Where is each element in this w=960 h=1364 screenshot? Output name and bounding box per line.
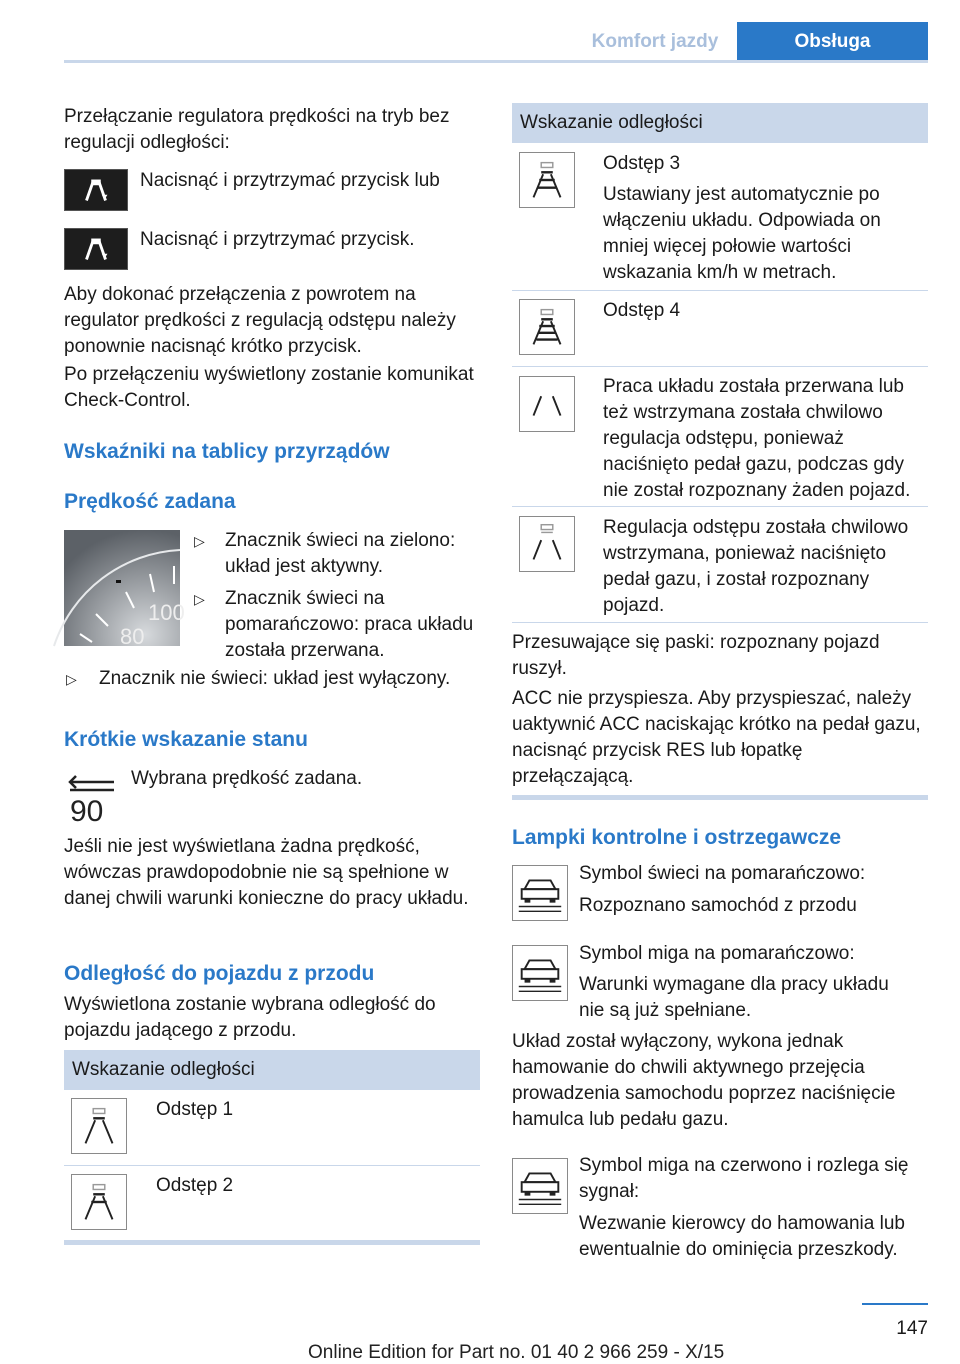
lamp-orange-steady-title: Symbol świeci na pomarańczowo: [579,863,866,884]
distance-table-header-cont: Wskazanie odległości [512,103,928,143]
table-divider [512,366,928,367]
header-tab-operation[interactable]: Obsługa [737,22,928,62]
car-ahead-icon [512,865,568,921]
interrupted-text: Praca układu została przerwana lub też wstrzymana została chwilowo regulacja odstępu, ponieważ naciśnięto pedał gazu, podczas gdy nie został rozpoznany żaden pojazd. [603,376,911,501]
heading-lamps: Lampki kontrolne i ostrzegawcze [512,826,842,849]
gauge-100-label: 100 [148,600,185,625]
bullet-marker: ▷ [194,533,205,549]
car-ahead-icon [512,1158,568,1214]
distance-1-icon [71,1098,127,1154]
lane-button-icon [64,169,128,211]
system-off-text: Układ został wyłączony, wykona jednak hamowanie do chwili aktywnego przejęcia prowadzenia samochodu poprzez naciśnięcie hamulca lub pedału gazu. [512,1031,896,1130]
press-hold2-text: Nacisnąć i przytrzymać przycisk. [140,229,415,250]
header-tab-comfort[interactable]: Komfort jazdy [591,31,719,52]
table-divider [512,622,928,623]
acc-text: ACC nie przyspiesza. Aby przyspieszać, należy uaktywnić ACC naciskając krótko na pedał gazu, nacisnąć przycisk RES lub łopatkę przełączającą. [512,688,921,787]
distance-4-title: Odstęp 4 [603,300,681,321]
table-divider [64,1165,480,1166]
table-divider [512,506,928,507]
distance-3-icon [519,152,575,208]
distance-1-label: Odstęp 1 [156,1099,234,1120]
intro-text: Przełączanie regulatora prędkości na tryb bez regulacji odległości: [64,106,450,153]
distance-2-label: Odstęp 2 [156,1175,234,1196]
short-icon-value: 90 [70,795,104,828]
table-end-rule [512,795,928,800]
lamp-red-blink-text-1 [579,1211,924,1263]
table-end-rule [64,1240,480,1245]
no-speed-text: Jeśli nie jest wyświetlana żadna prędkość, wówczas prawdopodobnie nie są spełnione w danej chwili warunki konieczne do pracy układu. [64,836,469,909]
lanes-vehicle-detected-icon [519,516,575,572]
heading-set-speed: Prędkość zadana [64,490,236,513]
distance-2-icon [71,1174,127,1230]
page-number: 147 [896,1318,928,1339]
distance-text: Wyświetlona zostanie wybrana odległość do pojazdu jadącego z przodu. [64,994,436,1041]
moving-bars-text: Przesuwające się paski: rozpoznany pojazd ruszył. [512,632,880,679]
speed-90-icon [64,768,122,826]
lamp-orange-blink-text: Warunki wymagane dla pracy układu nie są już spełniane. [579,974,889,1021]
distance-4-icon [519,299,575,355]
back-text: Aby dokonać przełączenia z powrotem na regulator prędkości z regulacją odstępu należy ponownie nacisnąć krótko przycisk. [64,284,456,357]
gauge-80-label: 80 [120,624,145,649]
short-status-text: Wybrana prędkość zadana. [131,768,363,789]
speedometer-image [64,530,185,649]
bullet-active-text: Znacznik świeci na zielono: układ jest aktywny. [225,530,456,577]
header-rule [64,60,928,63]
lamp-red-blink-text: Wezwanie kierowcy do hamowania lub ewentualnie do ominięcia przeszkody. [579,1213,905,1260]
edition-line: Online Edition for Part no. 01 40 2 966 259 - X/15 [308,1342,725,1363]
footer-rule [862,1303,928,1305]
checkcontrol-text: Po przełączeniu wyświetlony zostanie komunikat Check-Control. [64,364,474,411]
distance-3-title: Odstęp 3 [603,153,681,174]
lamp-red-blink-title: Symbol miga na czerwono i rozlega się sygnał: [579,1155,909,1202]
heading-indicators: Wskaźniki na tablicy przyrządów [64,440,390,463]
lamp-orange-steady-text: Rozpoznano samochód z przodu [579,895,857,916]
bullet-interrupted-text: Znacznik świeci na pomarańczowo: praca układu została przerwana. [225,588,474,661]
heading-short-status: Krótkie wskazanie stanu [64,728,308,751]
press-hold-text: Nacisnąć i przytrzymać przycisk lub [140,170,440,191]
distance-3-text: Ustawiany jest automatycznie po włączeniu układu. Odpowiada on mniej więcej połowie wartości wskazania km/h w metrach. [603,184,881,283]
table-divider [512,290,928,291]
bullet-off-text: Znacznik nie świeci: układ jest wyłączony. [99,668,451,689]
bullet-marker: ▷ [194,591,205,607]
paused-text: Regulacja odstępu została chwilowo wstrzymana, ponieważ naciśnięto pedał gazu, i został rozpoznany pojazd. [603,517,909,616]
lane-button-alt-icon [64,228,128,270]
car-ahead-icon [512,945,568,1001]
distance-table-header: Wskazanie odległości [64,1050,480,1090]
heading-distance: Odległość do pojazdu z przodu [64,962,375,985]
lamp-orange-blink-title: Symbol miga na pomarańczowo: [579,943,855,964]
bullet-marker: ▷ [66,671,77,687]
lanes-no-vehicle-icon [519,376,575,432]
